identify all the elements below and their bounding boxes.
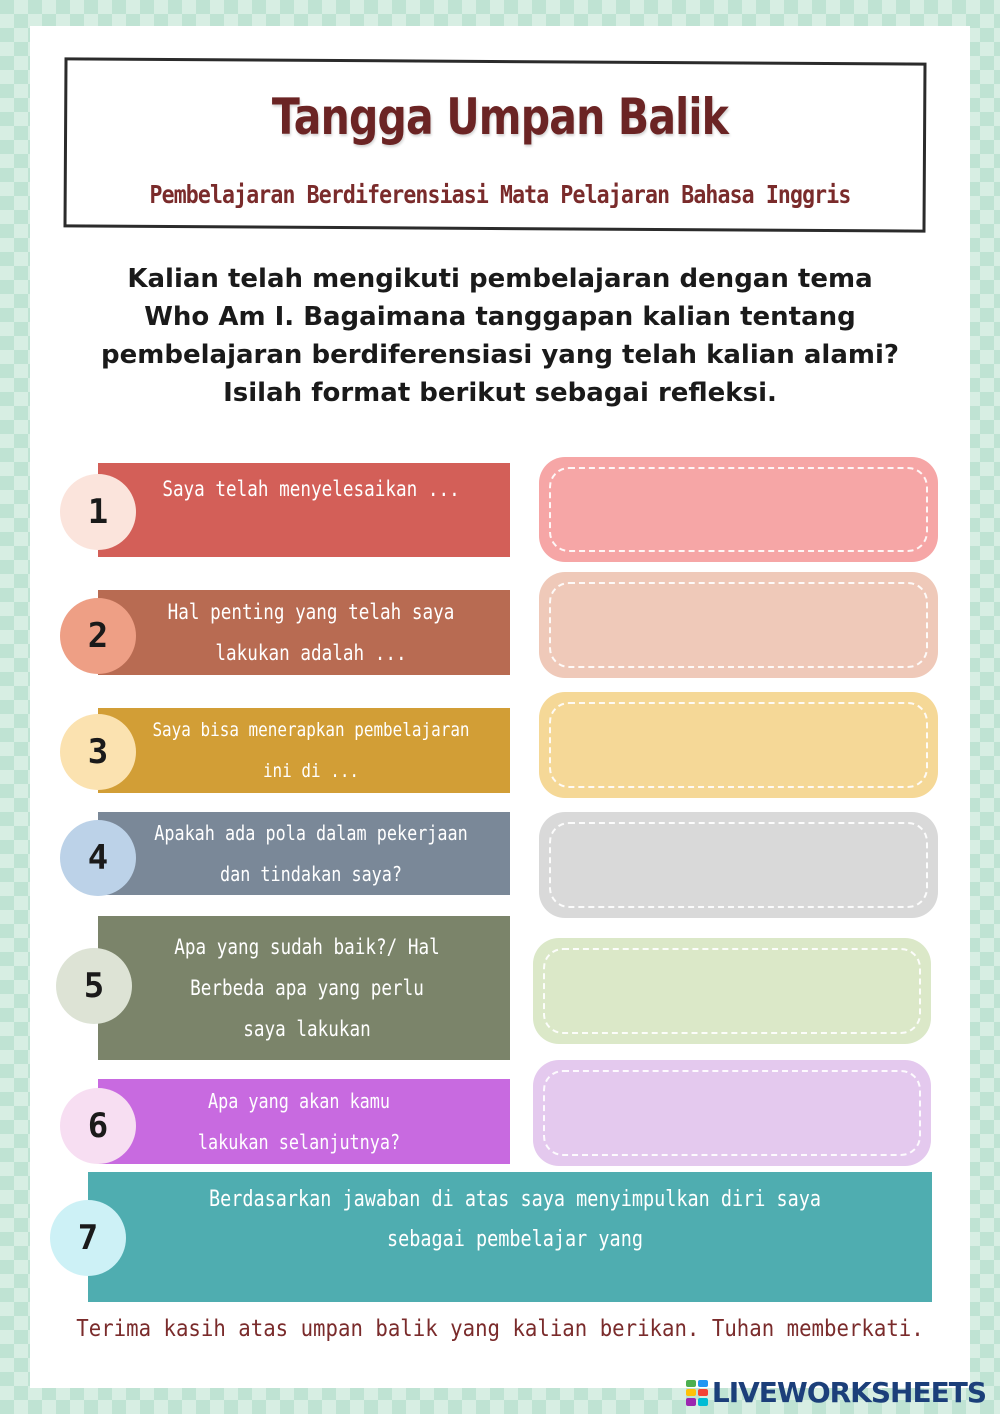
answer-input-5[interactable] [557, 958, 907, 1024]
intro-paragraph [40, 260, 960, 412]
page-title: Tangga Umpan Balik [271, 88, 729, 146]
page-subtitle: Pembelajaran Berdiferensiasi Mata Pelajaran Bahasa Inggris [149, 180, 851, 209]
conclusion-number: 7 [50, 1200, 126, 1276]
question-bar-1 [98, 463, 510, 557]
answer-box-6[interactable] [533, 1060, 931, 1166]
answer-box-4[interactable] [539, 812, 938, 918]
thanks-message: Terima kasih atas umpan balik yang kalian berikan. Tuhan memberkati. [76, 1316, 924, 1342]
question-number-4: 4 [60, 820, 136, 896]
answer-input-3[interactable] [563, 712, 914, 778]
question-number-3: 3 [60, 714, 136, 790]
question-text-1: Saya telah menyelesaikan ... [162, 477, 460, 501]
answer-input-4[interactable] [563, 832, 914, 898]
liveworksheets-brand [686, 1376, 986, 1409]
answer-box-5[interactable] [533, 938, 931, 1044]
conclusion-text: Berdasarkan jawaban di atas saya menyimpulkan diri saya sebagai pembelajar yang [209, 1187, 821, 1252]
question-bar-6 [98, 1079, 510, 1164]
question-bar-5 [98, 916, 510, 1060]
question-bar-4 [98, 812, 510, 895]
question-text-4: Apakah ada pola dalam pekerjaan dan tindakan saya? [154, 820, 468, 886]
question-text-5: Apa yang sudah baik?/ Hal Berbeda apa yang perlu saya lakukan [174, 934, 440, 1041]
question-number-1: 1 [60, 474, 136, 550]
question-number-5: 5 [56, 948, 132, 1024]
answer-input-1[interactable] [563, 477, 914, 542]
intro-line-1: Kalian telah mengikuti pembelajaran dengan tema [127, 264, 873, 294]
answer-box-2[interactable] [539, 572, 938, 678]
answer-box-3[interactable] [539, 692, 938, 798]
answer-input-6[interactable] [557, 1080, 907, 1146]
question-text-2: Hal penting yang telah saya lakukan adalah ... [167, 599, 455, 665]
question-number-6: 6 [60, 1088, 136, 1164]
intro-line-2: Who Am I. Bagaimana tanggapan kalian tentang [144, 302, 856, 332]
liveworksheets-logo-icon [686, 1380, 708, 1406]
conclusion-input[interactable] [140, 1262, 904, 1294]
question-number-2: 2 [60, 598, 136, 674]
answer-box-1[interactable] [539, 457, 938, 562]
question-bar-2 [98, 590, 510, 675]
brand-name: LIVEWORKSHEETS [711, 1376, 986, 1409]
question-bar-3 [98, 708, 510, 793]
intro-line-3: pembelajaran berdiferensiasi yang telah kalian alami? [101, 340, 899, 370]
question-text-6: Apa yang akan kamu lakukan selanjutnya? [197, 1088, 401, 1154]
question-text-3: Saya bisa menerapkan pembelajaran ini di ... [152, 718, 470, 782]
answer-input-2[interactable] [563, 592, 914, 658]
intro-line-4: Isilah format berikut sebagai refleksi. [223, 378, 777, 408]
